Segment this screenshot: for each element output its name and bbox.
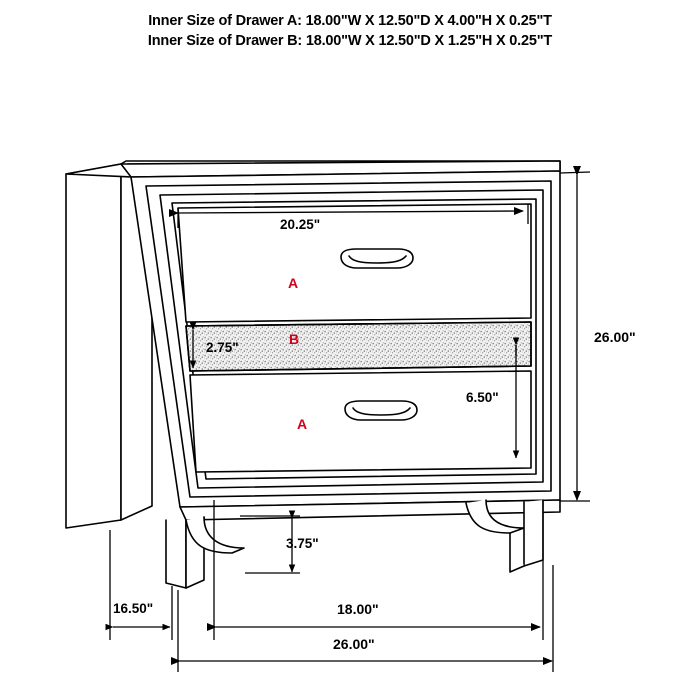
header-line-1: Inner Size of Drawer A: 18.00"W X 12.50"D X 4.00"H X 0.25"T (148, 13, 552, 29)
drawer-label-b-middle: B (289, 331, 300, 347)
dim-depth: 16.50" (113, 601, 154, 616)
drawer-label-a-top: A (288, 275, 299, 291)
dim-drawer-width: 20.25" (280, 217, 321, 232)
dim-leg-clearance: 3.75" (286, 536, 319, 551)
dim-inner-width: 18.00" (337, 601, 379, 617)
header-line-2: Inner Size of Drawer B: 18.00"W X 12.50"D X 1.25"H X 0.25"T (147, 33, 553, 49)
dim-lower-drawer-height: 6.50" (466, 390, 499, 405)
dim-overall-width: 26.00" (333, 636, 375, 652)
dim-middle-drawer-height: 2.75" (206, 340, 239, 355)
drawer-label-a-bottom: A (297, 416, 308, 432)
dim-overall-height: 26.00" (594, 329, 636, 345)
